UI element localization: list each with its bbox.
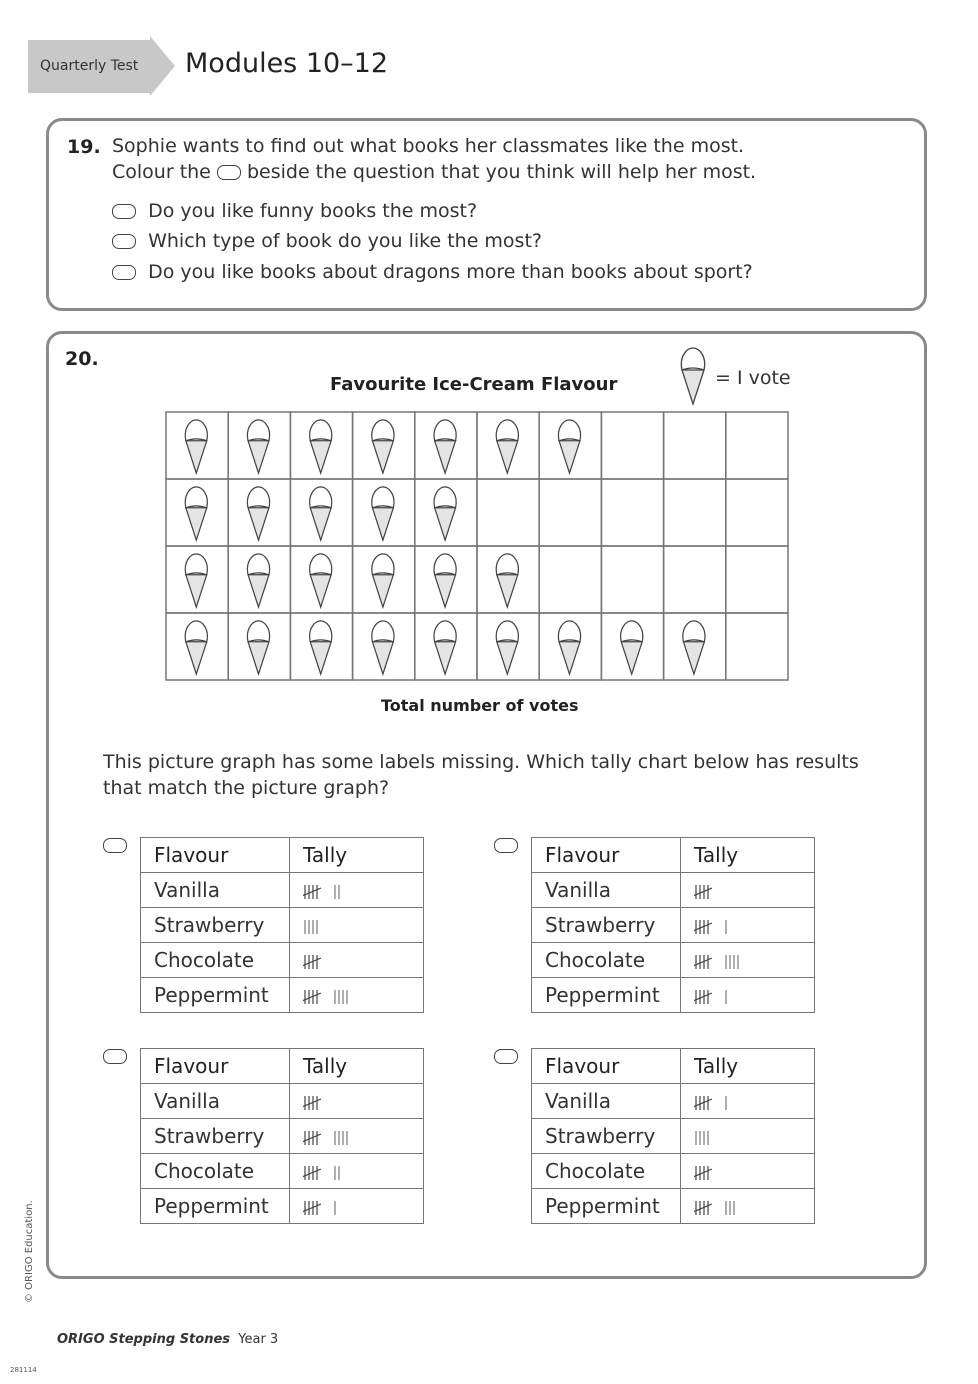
tally-cell (290, 943, 424, 978)
flavour-cell: Vanilla (532, 1084, 681, 1119)
table-header (532, 1049, 815, 1084)
picture-graph (165, 411, 789, 683)
ice-cream-icon (681, 348, 704, 404)
tally-cell (681, 1154, 815, 1189)
quarterly-test-tag: Quarterly Test (28, 40, 150, 93)
tally-marks (694, 952, 764, 972)
tally-cell (681, 943, 815, 978)
answer-bubble[interactable] (112, 204, 136, 219)
ice-cream-icon (310, 621, 332, 674)
ice-cream-icon (247, 554, 269, 607)
tally-chart-3 (140, 1048, 424, 1224)
column-header: Tally (681, 1049, 815, 1084)
ice-cream-icon (372, 621, 394, 674)
tally-cell (681, 908, 815, 943)
flavour-cell: Peppermint (532, 978, 681, 1013)
answer-option-2[interactable] (112, 230, 542, 252)
instruction-part: beside the question that you think will help her most. (246, 161, 757, 183)
option-label: Which type of book do you like the most? (148, 230, 542, 252)
graph-cell (477, 479, 539, 546)
table-row (532, 1119, 815, 1154)
answer-bubble[interactable] (112, 234, 136, 249)
answer-bubble-4[interactable] (494, 1049, 518, 1064)
table-row (141, 908, 424, 943)
flavour-cell: Peppermint (141, 1189, 290, 1224)
ice-cream-icon (372, 554, 394, 607)
graph-cell (664, 479, 726, 546)
table-row (532, 1189, 815, 1224)
graph-cell (601, 479, 663, 546)
page-title: Modules 10–12 (185, 48, 389, 79)
flavour-cell: Peppermint (141, 978, 290, 1013)
page-code: 281114 (10, 1366, 37, 1374)
ice-cream-icon (247, 621, 269, 674)
ice-cream-icon (683, 621, 705, 674)
ice-cream-icon (185, 554, 207, 607)
column-header: Flavour (532, 838, 681, 873)
ice-cream-key-icon (678, 346, 708, 408)
question-number: 19. (67, 136, 101, 158)
tally-marks (694, 917, 764, 937)
instruction-part: Colour the (112, 161, 211, 183)
tally-marks (303, 1128, 373, 1148)
tally-cell (681, 1084, 815, 1119)
table-row (532, 978, 815, 1013)
flavour-cell: Strawberry (141, 908, 290, 943)
copyright: © ORIGO Education. (24, 1200, 35, 1303)
graph-cell (726, 613, 788, 680)
tally-marks (303, 882, 373, 902)
ice-cream-icon (621, 621, 643, 674)
flavour-cell: Vanilla (141, 1084, 290, 1119)
ice-cream-icon (185, 420, 207, 473)
tally-cell (290, 873, 424, 908)
ice-cream-icon (434, 554, 456, 607)
graph-cell (601, 546, 663, 613)
oval-icon (217, 165, 241, 180)
graph-key: = I vote (715, 367, 791, 389)
tally-marks (303, 1093, 373, 1113)
column-header: Flavour (141, 1049, 290, 1084)
graph-cell (664, 412, 726, 479)
flavour-cell: Chocolate (141, 943, 290, 978)
ice-cream-icon (310, 487, 332, 540)
ice-cream-icon (310, 420, 332, 473)
tally-marks (303, 952, 373, 972)
brand: ORIGO Stepping Stones (57, 1332, 231, 1347)
table-row (141, 1154, 424, 1189)
tally-chart-4 (531, 1048, 815, 1224)
answer-bubble[interactable] (112, 265, 136, 280)
tally-marks (303, 1198, 373, 1218)
tally-marks (303, 1163, 373, 1183)
tally-marks (694, 1163, 764, 1183)
flavour-cell: Peppermint (532, 1189, 681, 1224)
table-header (141, 838, 424, 873)
table-row (141, 873, 424, 908)
graph-cell (601, 412, 663, 479)
tally-cell (290, 1189, 424, 1224)
flavour-cell: Vanilla (532, 873, 681, 908)
ice-cream-icon (496, 420, 518, 473)
table-row (532, 908, 815, 943)
tally-marks (303, 917, 373, 937)
ice-cream-icon (434, 487, 456, 540)
flavour-cell: Chocolate (141, 1154, 290, 1189)
table-row (141, 943, 424, 978)
graph-cell (726, 412, 788, 479)
x-axis-label: Total number of votes (381, 696, 579, 715)
ice-cream-icon (558, 621, 580, 674)
ice-cream-icon (185, 487, 207, 540)
tally-cell (290, 1154, 424, 1189)
table-row (532, 1084, 815, 1119)
table-row (141, 1119, 424, 1154)
tally-marks (694, 1128, 764, 1148)
ice-cream-icon (496, 621, 518, 674)
graph-cell (664, 546, 726, 613)
tally-marks (694, 882, 764, 902)
flavour-cell: Chocolate (532, 943, 681, 978)
table-header (141, 1049, 424, 1084)
flavour-cell: Strawberry (141, 1119, 290, 1154)
column-header: Tally (290, 1049, 424, 1084)
table-row (532, 943, 815, 978)
tally-marks (694, 987, 764, 1007)
table-row (141, 1084, 424, 1119)
graph-cell (539, 479, 601, 546)
question-text: This picture graph has some labels missing. Which tally chart below has results (103, 751, 859, 773)
ice-cream-icon (434, 420, 456, 473)
ice-cream-icon (247, 420, 269, 473)
table-row (532, 1154, 815, 1189)
question-text: Sophie wants to find out what books her classmates like the most. (112, 135, 745, 157)
flavour-cell: Vanilla (141, 873, 290, 908)
graph-cell (539, 546, 601, 613)
table-row (532, 873, 815, 908)
column-header: Tally (681, 838, 815, 873)
tally-marks (694, 1093, 764, 1113)
ice-cream-icon (185, 621, 207, 674)
ice-cream-icon (372, 487, 394, 540)
tally-marks (303, 987, 373, 1007)
tally-chart-1 (140, 837, 424, 1013)
ice-cream-icon (310, 554, 332, 607)
flavour-cell: Strawberry (532, 1119, 681, 1154)
tally-cell (290, 1084, 424, 1119)
answer-bubble-1[interactable] (103, 838, 127, 853)
flavour-cell: Chocolate (532, 1154, 681, 1189)
answer-bubble-3[interactable] (103, 1049, 127, 1064)
option-label: Do you like books about dragons more than books about sport? (148, 261, 753, 283)
option-label: Do you like funny books the most? (148, 200, 478, 222)
tally-cell (681, 1119, 815, 1154)
table-row (141, 978, 424, 1013)
ice-cream-icon (247, 487, 269, 540)
answer-option-3[interactable] (112, 261, 753, 283)
graph-cell (726, 546, 788, 613)
table-row (141, 1189, 424, 1224)
tally-cell (681, 978, 815, 1013)
answer-option-1[interactable] (112, 200, 477, 222)
column-header: Flavour (141, 838, 290, 873)
flavour-cell: Strawberry (532, 908, 681, 943)
tally-cell (681, 873, 815, 908)
ice-cream-icon (496, 554, 518, 607)
ice-cream-icon (372, 420, 394, 473)
answer-bubble-2[interactable] (494, 838, 518, 853)
tally-cell (681, 1189, 815, 1224)
graph-title: Favourite Ice-Cream Flavour (330, 374, 618, 395)
question-number: 20. (65, 348, 99, 370)
column-header: Flavour (532, 1049, 681, 1084)
table-header (532, 838, 815, 873)
column-header: Tally (290, 838, 424, 873)
ice-cream-icon (558, 420, 580, 473)
year: Year 3 (238, 1332, 279, 1347)
tally-cell (290, 908, 424, 943)
tally-cell (290, 978, 424, 1013)
question-text: that match the picture graph? (103, 777, 390, 799)
tally-chart-2 (531, 837, 815, 1013)
graph-cell (726, 479, 788, 546)
question-instruction (112, 161, 756, 183)
tally-marks (694, 1198, 764, 1218)
footer (57, 1332, 278, 1347)
question-19-box (46, 118, 927, 311)
tally-cell (290, 1119, 424, 1154)
ice-cream-icon (434, 621, 456, 674)
